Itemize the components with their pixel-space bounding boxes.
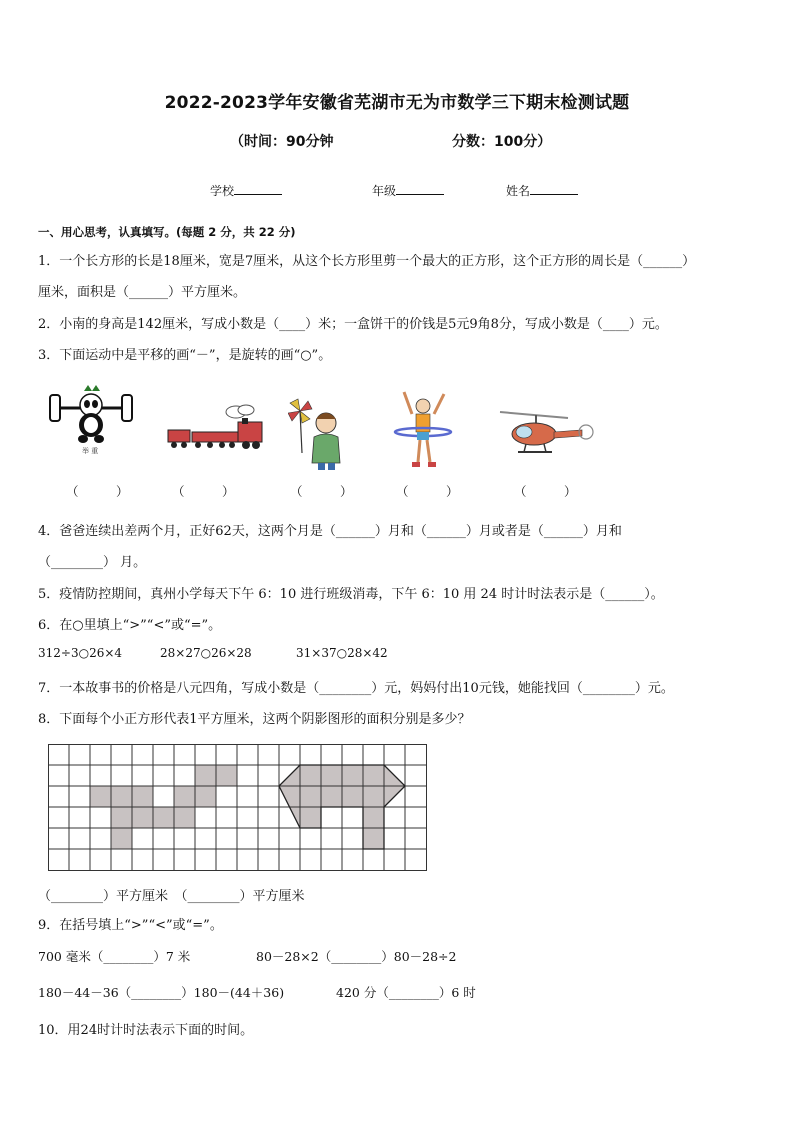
question-1-line2: 厘米，面积是（______）平方厘米。 <box>38 285 247 300</box>
q9-item-1: 700 毫米（________）7 米 <box>38 949 191 964</box>
area-grid <box>48 744 428 872</box>
q3-answer-1[interactable]: （ ） <box>66 484 129 499</box>
score-label: 分数：100分） <box>452 134 552 150</box>
weightlifting-caption: 举 重 <box>82 447 99 455</box>
time-label: （时间：90分钟 <box>230 134 334 150</box>
weightlifting-panda-picture <box>46 383 138 455</box>
train-picture <box>166 404 268 454</box>
school-blank <box>234 182 282 195</box>
q6-item-2: 28×27○26×28 <box>160 646 252 660</box>
question-5: 5．疫情防控期间，真州小学每天下午 6：10 进行班级消毒，下午 6：10 用 24 时计时法表示是（______）。 <box>38 587 664 602</box>
name-blank <box>530 182 578 195</box>
question-8: 8．下面每个小正方形代表1平方厘米，这两个阴影图形的面积分别是多少？ <box>38 712 471 727</box>
grade-label: 年级 <box>372 184 397 198</box>
question-2: 2．小南的身高是142厘米，写成小数是（____）米；一盒饼干的价钱是5元9角8分，写成小数是（____）元。 <box>38 317 668 332</box>
name-label: 姓名 <box>506 184 531 198</box>
helicopter-picture <box>496 406 596 460</box>
question-4-line1: 4．爸爸连续出差两个月，正好62天，这两个月是（______）月和（______）月或者是（______）月和 <box>38 524 622 539</box>
question-3: 3．下面运动中是平移的画“－”，是旋转的画“○”。 <box>38 348 332 363</box>
hula-hoop-girl-picture <box>390 388 456 472</box>
question-7: 7．一本故事书的价格是八元四角，写成小数是（________）元，妈妈付出10元钱，她能找回（________）元。 <box>38 681 674 696</box>
section-heading: 一、用心思考，认真填写。(每题 2 分，共 22 分) <box>38 225 296 239</box>
question-9: 9．在括号填上“>”“<”或“=”。 <box>38 918 223 933</box>
q9-item-2: 80－28×2（________）80－28÷2 <box>256 949 457 964</box>
name-field <box>506 182 578 199</box>
q8-answer: （________）平方厘米 （________）平方厘米 <box>38 889 305 904</box>
question-1-line1: 1．一个长方形的长是18厘米，宽是7厘米，从这个长方形里剪一个最大的正方形，这个正方形的周长是（______） <box>38 254 696 269</box>
q9-item-3: 180－44－36（________）180－(44＋36) <box>38 985 285 1000</box>
page-title: 2022-2023学年安徽省芜湖市无为市数学三下期末检测试题 <box>164 93 630 113</box>
school-label: 学校 <box>210 184 235 198</box>
q3-answer-4[interactable]: （ ） <box>396 484 459 499</box>
q3-answer-5[interactable]: （ ） <box>514 484 577 499</box>
school-field <box>210 182 282 199</box>
q6-item-3: 31×37○28×42 <box>296 646 388 660</box>
pinwheel-boy-picture <box>288 393 348 471</box>
q3-answer-3[interactable]: （ ） <box>290 484 353 499</box>
grade-field <box>372 182 444 199</box>
question-10: 10．用24时计时法表示下面的时间。 <box>38 1023 254 1038</box>
grade-blank <box>396 182 444 195</box>
q9-item-4: 420 分（________）6 时 <box>336 985 476 1000</box>
question-6: 6．在○里填上“>”“<”或“=”。 <box>38 618 222 633</box>
question-4-line2: （________） 月。 <box>38 555 147 570</box>
q6-item-1: 312÷3○26×4 <box>38 646 123 660</box>
q3-answer-2[interactable]: （ ） <box>172 484 235 499</box>
